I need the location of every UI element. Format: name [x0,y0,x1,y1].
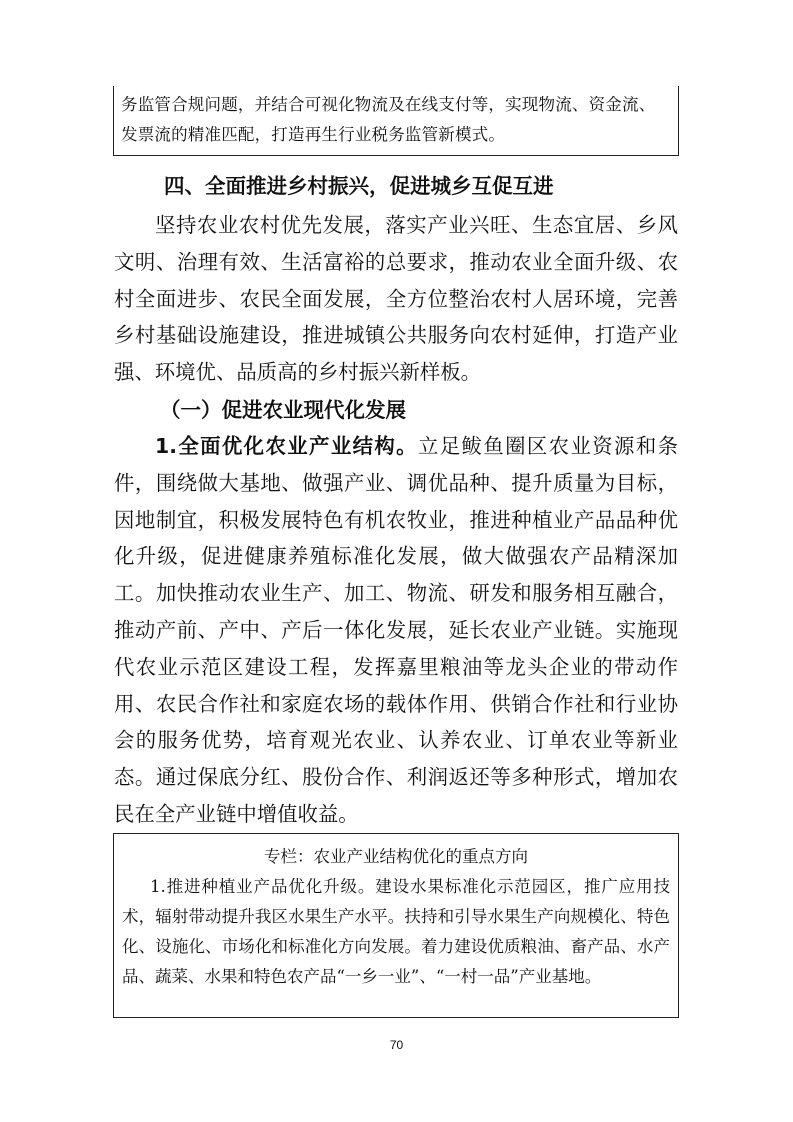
item-lead-heading: 1.全面优化农业产业结构。 [155,434,418,458]
section-heading: 四、全面推进乡村振兴，促进城乡互促互进 [164,174,554,198]
column-box-title: 专栏：农业产业结构优化的重点方向 [264,847,528,866]
column-box-body: 1.推进种植业产品优化升级。建设水果标准化示范园区，推广应用技术，辐射带动提升我区水果生产水平。扶持和引导水果生产向规模化、特色化、设施化、市场化和标准化方向发展。着力建设优质粮油、畜产品、水产品、蔬菜、水果和特色农产品“一乡一业”、“一村一品”产业基地。 [122,877,670,986]
continued-text-box [113,86,679,156]
subsection-heading: （一）促进农业现代化发展 [160,398,406,422]
item-paragraph [114,428,678,833]
item-paragraph-text: 立足鲅鱼圈区农业资源和条件，围绕做大基地、做强产业、调优品种、提升质量为目标，因地制宜，积极发展特色有机农牧业，推进种植业产品品种优化升级，促进健康养殖标准化发展，做大做强农产品精深加工。加快推动农业生产、加工、物流、研发和服务相互融合，推动产前、产中、产后一体化发展，延长农业产业链。实施现代农业示范区建设工程，发挥嘉里粮油等龙头企业的带动作用、农民合作社和家庭农场的载体作用、供销合作社和行业协会的服务优势，培育观光农业、认养农业、订单农业等新业态。通过保底分红、股份合作、利润返还等多种形式，增加农民在全产业链中增值收益。 [114,434,678,826]
section-paragraph: 坚持农业农村优先发展，落实产业兴旺、生态宜居、乡风文明、治理有效、生活富裕的总要求，推动农业全面升级、农村全面进步、农民全面发展，全方位整治农村人居环境，完善乡村基础设施建设，推进城镇公共服务向农村延伸，打造产业强、环境优、品质高的乡村振兴新样板。 [114,213,678,385]
column-box [113,833,679,1018]
continued-box-text: 务监管合规问题，并结合可视化物流及在线支付等，实现物流、资金流、发票流的精准匹配，打造再生行业税务监管新模式。 [121,95,656,144]
page-number: 70 [389,1038,404,1052]
